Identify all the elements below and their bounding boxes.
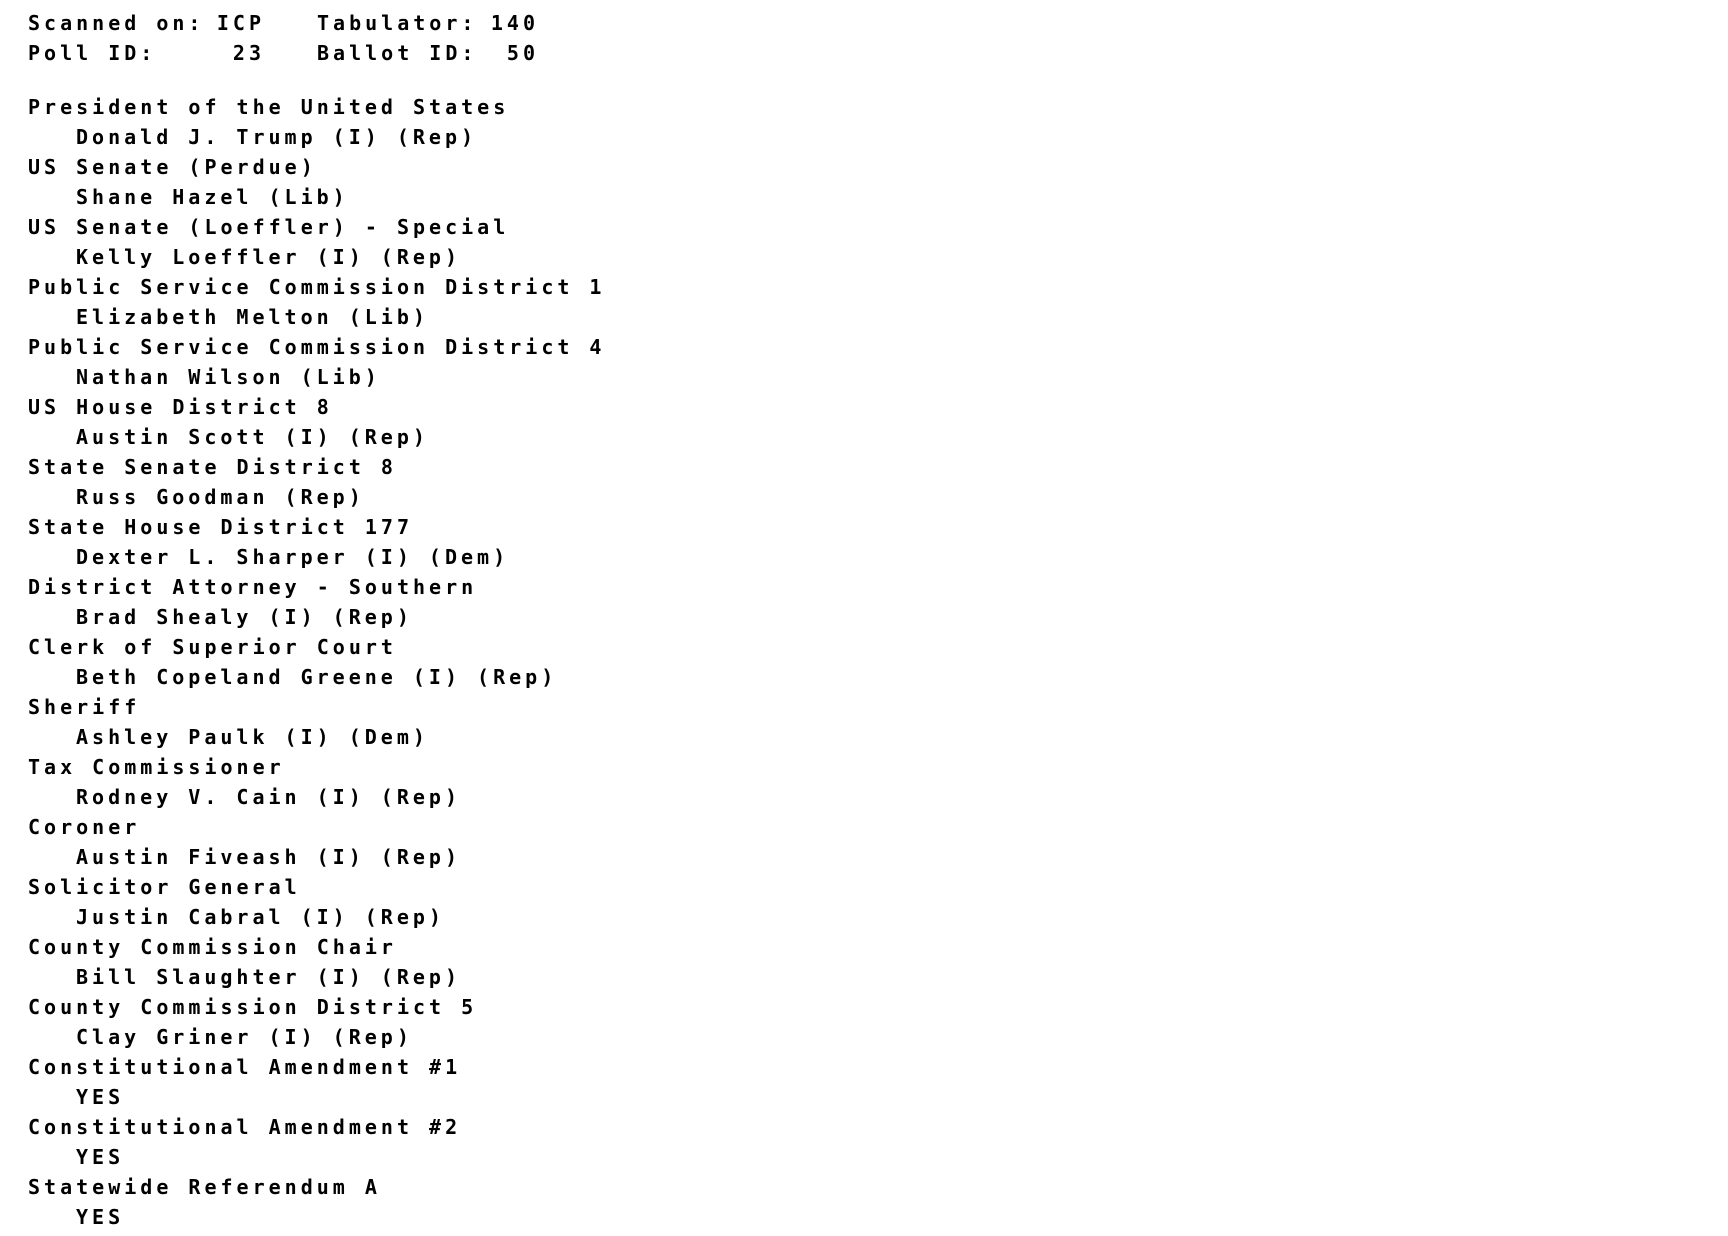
scanned-on-value: ICP <box>216 11 265 35</box>
report-header <box>0 8 1728 70</box>
contest-title: Constitutional Amendment #1 <box>28 1055 462 1079</box>
contest-selection: Bill Slaughter (I) (Rep) <box>76 965 461 989</box>
contest-selection: YES <box>76 1145 125 1169</box>
contest-selection: Austin Scott (I) (Rep) <box>76 425 429 449</box>
scanned-on-label: Scanned on: <box>28 11 205 35</box>
contest-title: US House District 8 <box>28 395 333 419</box>
ballot-id-value: 50 <box>506 41 539 65</box>
contest-selection: Beth Copeland Greene (I) (Rep) <box>76 665 558 689</box>
tabulator-value: 140 <box>490 11 539 35</box>
contest-selection: Donald J. Trump (I) (Rep) <box>76 125 478 149</box>
contest-title: District Attorney - Southern <box>28 575 478 599</box>
contest-selection: Justin Cabral (I) (Rep) <box>76 905 445 929</box>
contest-selection: Austin Fiveash (I) (Rep) <box>76 845 461 869</box>
contest-title: Solicitor General <box>28 875 301 899</box>
contest-selection: Ashley Paulk (I) (Dem) <box>76 725 429 749</box>
contest-title: Statewide Referendum A <box>28 1175 381 1199</box>
poll-id-value: 23 <box>232 41 265 65</box>
contest-selection: Rodney V. Cain (I) (Rep) <box>76 785 461 809</box>
contest-title: County Commission District 5 <box>28 995 478 1019</box>
contest-title: State Senate District 8 <box>28 455 397 479</box>
contest-title: Public Service Commission District 4 <box>28 335 606 359</box>
contest-selection: Nathan Wilson (Lib) <box>76 365 381 389</box>
contest-title: Tax Commissioner <box>28 755 285 779</box>
contest-title: Sheriff <box>28 695 141 719</box>
contest-selection: YES <box>76 1085 125 1109</box>
contest-title: State House District 177 <box>28 515 413 539</box>
ballot-id-label: Ballot ID: <box>317 41 478 65</box>
contest-title: Clerk of Superior Court <box>28 635 397 659</box>
contest-selection: YES <box>76 1205 125 1229</box>
contest-title: Constitutional Amendment #2 <box>28 1115 462 1139</box>
header-row-scanned <box>0 8 1728 38</box>
contest-title: County Commission Chair <box>28 935 397 959</box>
contest-title: US Senate (Loeffler) - Special <box>28 215 510 239</box>
contest-selection: Dexter L. Sharper (I) (Dem) <box>76 545 510 569</box>
contest-title: President of the United States <box>28 95 510 119</box>
contest-selection: Clay Griner (I) (Rep) <box>76 1025 413 1049</box>
contest-title: Coroner <box>28 815 141 839</box>
contest-selection: Elizabeth Melton (Lib) <box>76 305 429 329</box>
header-row-ids <box>0 38 1728 68</box>
contest-title: Public Service Commission District 1 <box>28 275 606 299</box>
tabulator-label: Tabulator: <box>317 11 478 35</box>
contest-list <box>28 92 605 1232</box>
contest-selection: Kelly Loeffler (I) (Rep) <box>76 245 461 269</box>
contest-selection: Shane Hazel (Lib) <box>76 185 349 209</box>
contest-selection: Russ Goodman (Rep) <box>76 485 365 509</box>
contest-title: US Senate (Perdue) <box>28 155 317 179</box>
contest-selection: Brad Shealy (I) (Rep) <box>76 605 413 629</box>
poll-id-label: Poll ID: <box>28 41 157 65</box>
